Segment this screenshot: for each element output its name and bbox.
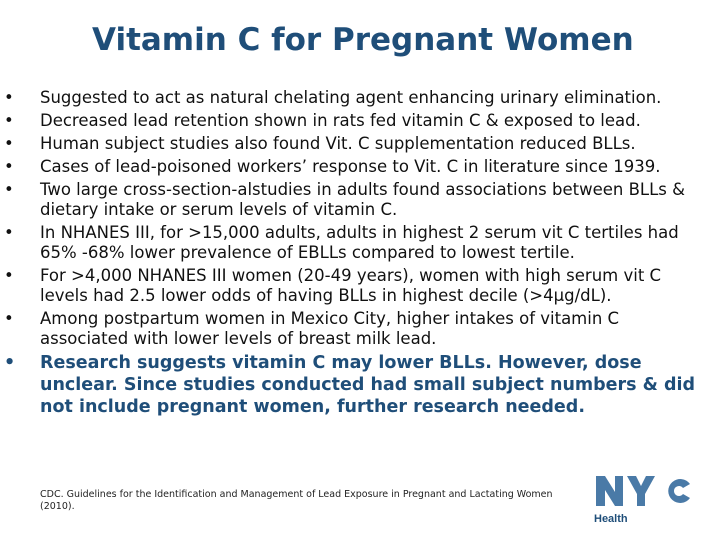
bullet-text: Decreased lead retention shown in rats fed vitamin C & exposed to lead. <box>40 111 641 130</box>
bullet-marker: • <box>4 309 14 328</box>
bullet-marker: • <box>4 266 14 285</box>
bullet-item <box>0 309 716 349</box>
bullet-marker: • <box>4 111 14 130</box>
conclusion-bullet <box>0 352 716 418</box>
nyc-health-logo <box>594 470 704 526</box>
bullet-text: Two large cross-section-alstudies in adults found associations between BLLs & dietary intake or serum levels of vitamin C. <box>40 180 686 219</box>
bullet-item <box>0 223 716 263</box>
bullet-item <box>0 134 716 154</box>
nyc-logo-mark <box>596 476 690 506</box>
bullet-text: Human subject studies also found Vit. C supplementation reduced BLLs. <box>40 134 636 153</box>
logo-subtitle: Health <box>594 513 628 525</box>
bullet-item <box>0 180 716 220</box>
bullet-list <box>0 88 716 421</box>
bullet-text: Among postpartum women in Mexico City, higher intakes of vitamin C associated with lower levels of breast milk lead. <box>40 309 620 348</box>
bullet-marker: • <box>4 353 16 373</box>
bullet-text: Suggested to act as natural chelating agent enhancing urinary elimination. <box>40 88 662 107</box>
bullet-marker: • <box>4 223 14 242</box>
bullet-item <box>0 88 716 108</box>
bullet-marker: • <box>4 157 14 176</box>
bullet-marker: • <box>4 180 14 199</box>
bullet-text: Cases of lead-poisoned workers’ response to Vit. C in literature since 1939. <box>40 157 661 176</box>
bullet-item <box>0 111 716 131</box>
bullet-text: For >4,000 NHANES III women (20-49 years), women with high serum vit C levels had 2.5 lower odds of having BLLs in highest decile (>4µg/dL). <box>40 266 662 305</box>
conclusion-text: Research suggests vitamin C may lower BLLs. However, dose unclear. Since studies conducted had small subject numbers & did not include pregnant women, further research needed. <box>40 353 696 417</box>
bullet-marker: • <box>4 88 14 107</box>
bullet-marker: • <box>4 134 14 153</box>
slide-title: Vitamin C for Pregnant Women <box>92 22 634 58</box>
bullet-text: In NHANES III, for >15,000 adults, adults in highest 2 serum vit C tertiles had 65% -68% lower prevalence of EBLLs compared to lowest tertile. <box>40 223 679 262</box>
bullet-item <box>0 157 716 177</box>
bullet-item <box>0 266 716 306</box>
citation-footnote: CDC. Guidelines for the Identification and Management of Lead Exposure in Pregnant and Lactating Women (2010). <box>40 489 553 512</box>
